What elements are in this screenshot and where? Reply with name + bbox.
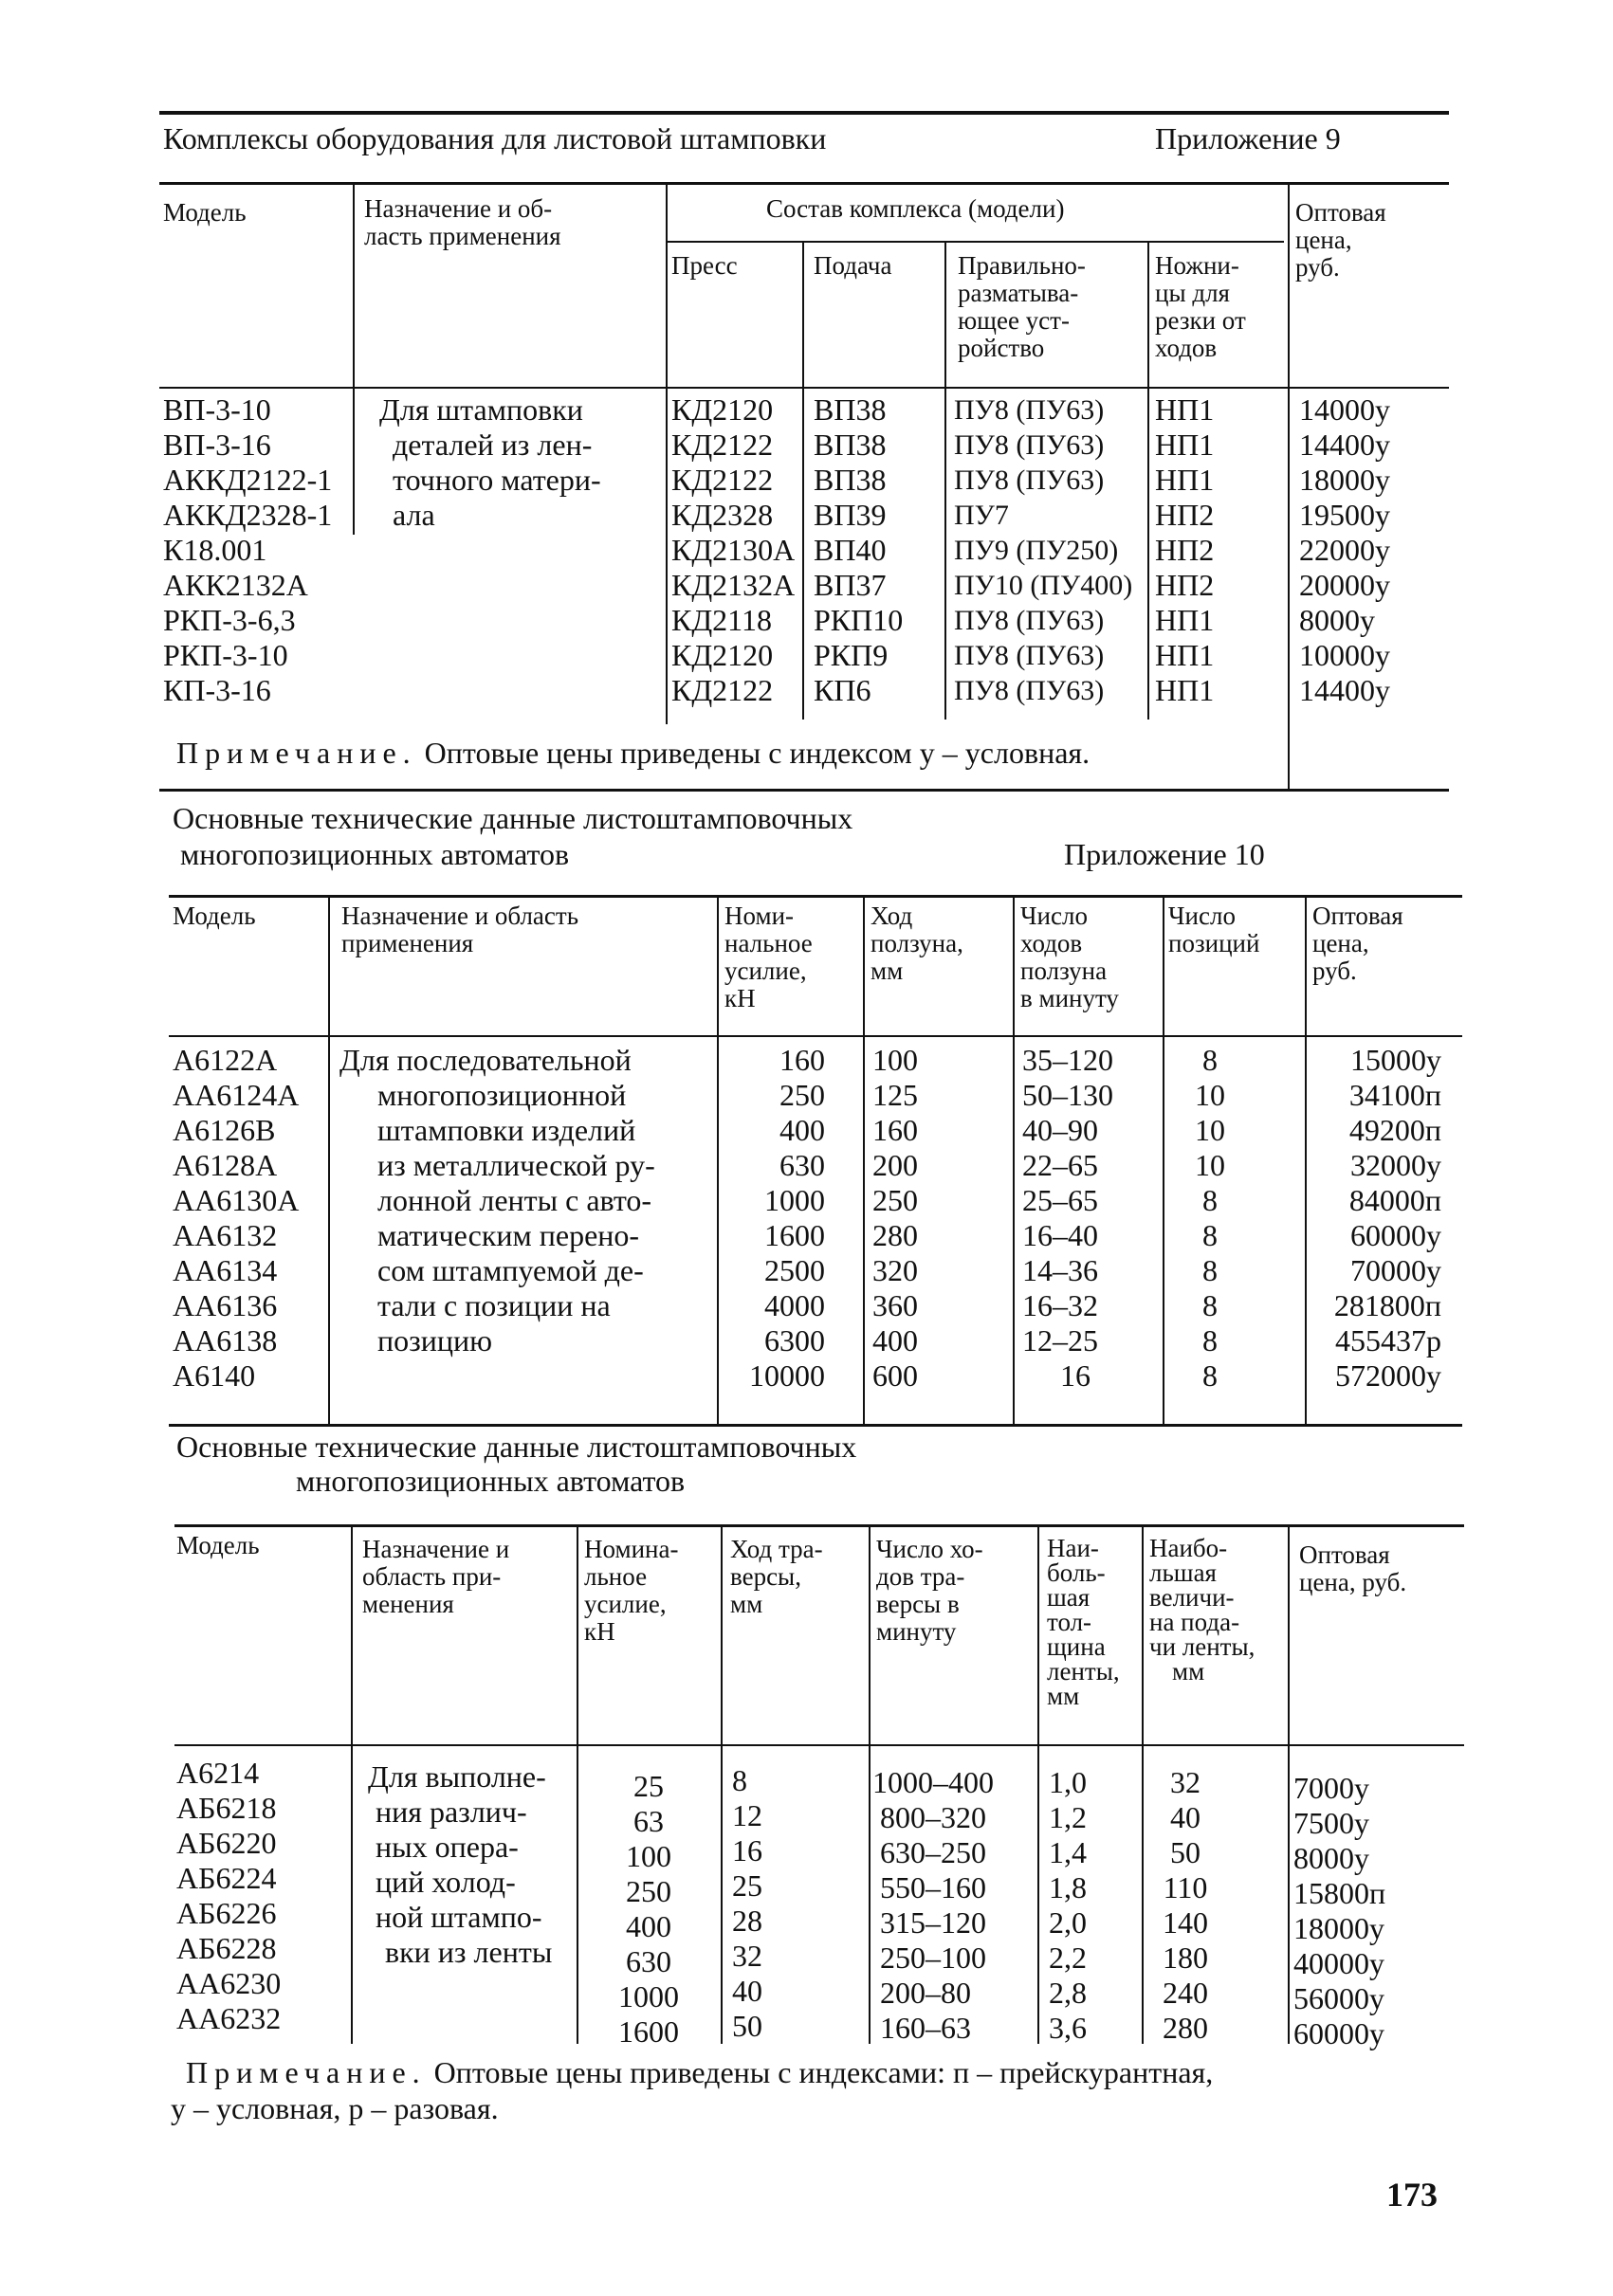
t1-feed: ВП38 ВП38 ВП38 ВП39 ВП40 ВП37 РКП10 РКП9 КП6 [814, 392, 904, 707]
t3-header-strokes-per-min: Число хо- дов тра- версы в минуту [876, 1535, 983, 1646]
t2-purpose: Для последовательной многопозиционной штамповки изделий из металлической ру- лонной ленты с авто- матическим перено- сом штампуемой де- тали с позиции на позицию [339, 1043, 655, 1358]
t1-header-straightener: Правильно- разматыва- ющее уст- ройство [958, 251, 1086, 362]
t1-header-shears: Ножни- цы для резки от ходов [1155, 251, 1246, 362]
t3-header-force: Номина- льное усилие, кН [584, 1535, 679, 1646]
t1-vline [353, 182, 355, 535]
t2-header-bottom-rule [169, 1035, 1462, 1037]
t3-vline [1037, 1524, 1039, 2044]
t3-feed: 32 40 50 110 140 180 240 280 [1163, 1765, 1208, 2045]
page-number: 173 [1386, 2176, 1438, 2214]
t2-header-model: Модель [173, 902, 256, 930]
t3-models: А6214 АБ6218 АБ6220 АБ6224 АБ6226 АБ6228 АА6230 АА6232 [176, 1756, 282, 2035]
t3-price: 7000у 7500у 8000у 15800п 18000у 40000у 56000у 60000у [1293, 1771, 1386, 2050]
t1-header-feed: Подача [814, 251, 892, 280]
t2-force: 160 250 400 630 1000 1600 2500 4000 6300 10000 [749, 1043, 825, 1393]
t1-header-press: Пресс [671, 251, 738, 280]
t2-top-rule [169, 895, 1462, 898]
t1-press: КД2120 КД2122 КД2122 КД2328 КД2130А КД2132А КД2118 КД2120 КД2122 [671, 392, 796, 707]
t1-models: ВП-3-10 ВП-3-16 АККД2122-1 АККД2328-1 К18.001 АКК2132А РКП-3-6,3 РКП-3-10 КП-3-16 [163, 392, 333, 707]
t2-header-strokes-per-min: Число ходов ползуна в минуту [1020, 902, 1119, 1012]
t3-vline [1288, 1524, 1290, 2044]
t1-header-model: Модель [163, 198, 247, 227]
t3-vline [351, 1524, 353, 2044]
t1-header-subrule [668, 241, 1284, 243]
t1-vline [666, 182, 668, 724]
t3-header-stroke: Ход тра- версы, мм [730, 1535, 823, 1618]
appendix10-title-line1: Основные технические данные листоштамповочных [173, 801, 853, 835]
t2-header-purpose: Назначение и область применения [341, 902, 579, 957]
t1-note: Примечание. Оптовые цены приведены с индексом у – условная. [176, 736, 1091, 770]
t3-vline [869, 1524, 871, 2044]
t2-vline [863, 895, 865, 1424]
t2-vline [717, 895, 719, 1424]
t2-vline [328, 895, 330, 1424]
t2-strokes-per-min: 35–120 50–130 40–90 22–65 25–65 16–40 14–36 16–32 12–25 16 [1022, 1043, 1113, 1393]
t2-header-positions: Число позиций [1168, 902, 1260, 957]
t1-vline [1288, 182, 1290, 789]
t1-bottom-rule [159, 789, 1449, 792]
t2-vline [1305, 895, 1307, 1424]
t2-vline [1013, 895, 1015, 1424]
t2-models: А6122А АА6124А А6126В А6128А АА6130А АА6132 АА6134 АА6136 АА6138 А6140 [173, 1043, 300, 1393]
t2-positions: 8 10 10 10 8 8 8 8 8 8 [1195, 1043, 1225, 1393]
table3-title-line1: Основные технические данные листоштамповочных [176, 1430, 857, 1464]
t1-shears: НП1 НП1 НП1 НП2 НП2 НП2 НП1 НП1 НП1 [1155, 392, 1215, 707]
t3-stroke: 8 12 16 25 28 32 40 50 [732, 1763, 762, 2043]
t3-note-line2: у – условная, р – разовая. [171, 2091, 499, 2125]
t3-note-line1: Примечание. Оптовые цены приведены с индексами: п – прейскурантная, [186, 2055, 1214, 2089]
t3-vline [721, 1524, 723, 2044]
t3-force: 25 63 100 250 400 630 1000 1600 [618, 1769, 679, 2049]
t3-header-thickness: Наи- боль- шая тол- щина ленты, мм [1047, 1534, 1120, 1710]
t1-price: 14000у 14400у 18000у 19500у 22000у 20000у 8000у 10000у 14400у [1299, 392, 1390, 707]
t3-header-purpose: Назначение и область при- менения [362, 1535, 510, 1618]
t2-stroke: 100 125 160 200 250 280 320 360 400 600 [872, 1043, 918, 1393]
t1-vline [802, 241, 804, 720]
t2-header-stroke: Ход ползуна, мм [871, 902, 963, 985]
t3-strokes-per-min: 1000–400 800–320 630–250 550–160 315–120 250–100 200–80 160–63 [872, 1765, 994, 2045]
t1-header-price: Оптовая цена, руб. [1295, 198, 1386, 282]
t3-purpose: Для выполне- ния различ- ных опера- ций холод- ной штампо- вки из ленты [368, 1759, 553, 1969]
t1-vline [944, 241, 946, 720]
t3-thickness: 1,0 1,2 1,4 1,8 2,0 2,2 2,8 3,6 [1049, 1765, 1087, 2045]
appendix10-label: Приложение 10 [1064, 837, 1265, 871]
t3-header-bottom-rule [174, 1744, 1464, 1746]
t2-bottom-rule [169, 1424, 1462, 1427]
t2-header-price: Оптовая цена, руб. [1312, 902, 1403, 985]
t3-vline [1142, 1524, 1144, 2044]
appendix9-label: Приложение 9 [1155, 121, 1341, 155]
t1-vline [1147, 241, 1149, 720]
t3-vline [577, 1524, 578, 2044]
t1-header-purpose: Назначение и об- ласть применения [364, 194, 561, 250]
table3-title-line2: многопозиционных автоматов [296, 1464, 686, 1498]
t3-top-rule [174, 1524, 1464, 1527]
t1-header-composition: Состав комплекса (модели) [766, 194, 1065, 223]
appendix9-title: Комплексы оборудования для листовой штамповки [163, 121, 827, 155]
rule-top [159, 111, 1449, 115]
t2-price: 15000у 34100п 49200п 32000у 84000п 60000у 70000у 281800п 455437р 572000у [1333, 1043, 1441, 1393]
appendix10-title-line2: многопозиционных автоматов [180, 837, 570, 871]
t1-straightener: ПУ8 (ПУ63) ПУ8 (ПУ63) ПУ8 (ПУ63) ПУ7 ПУ9 (ПУ250) ПУ10 (ПУ400) ПУ8 (ПУ63) ПУ8 (ПУ63) ПУ8 (ПУ63) [954, 394, 1133, 706]
t3-header-price: Оптовая цена, руб. [1299, 1540, 1407, 1596]
t3-header-feed: Наибо- льшая величи- на пода- чи ленты, мм [1149, 1534, 1256, 1686]
t2-vline [1163, 895, 1164, 1424]
t3-header-model: Модель [176, 1531, 260, 1559]
t1-purpose: Для штамповки деталей из лен- точного матери- ала [379, 392, 601, 532]
t2-header-force: Номи- нальное усилие, кН [724, 902, 813, 1012]
